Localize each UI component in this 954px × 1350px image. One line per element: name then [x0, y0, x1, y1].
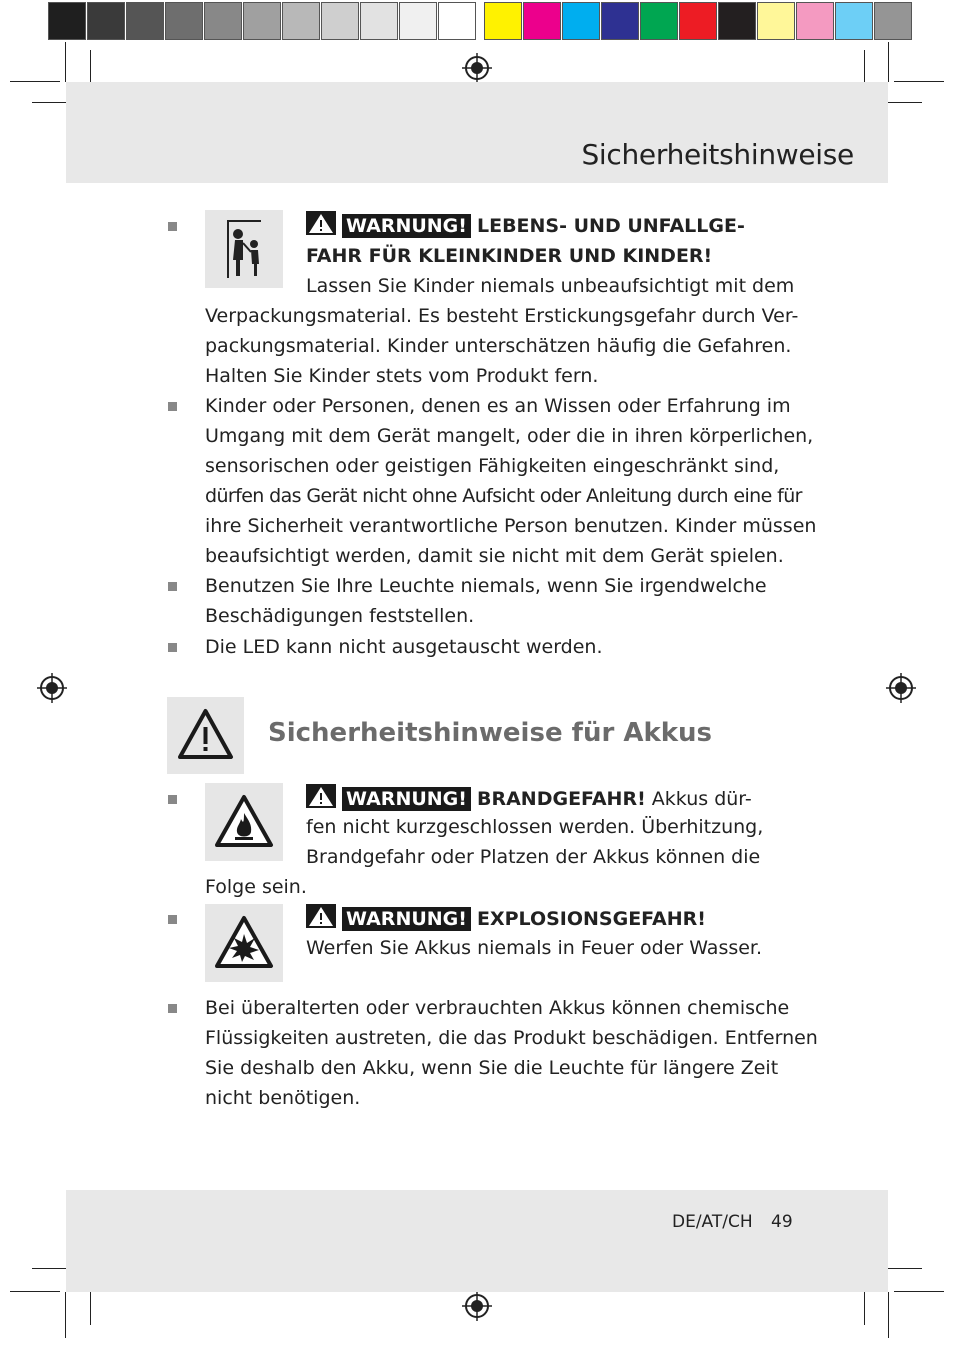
bullet	[168, 402, 177, 411]
registration-mark-icon	[36, 672, 68, 704]
color-swatch	[126, 2, 164, 40]
kids-warning-heading-line-2: FAHR FÜR KLEINKINDER UND KINDER!	[306, 245, 713, 267]
fire-heading: BRANDGEFAHR!	[476, 788, 646, 810]
registration-mark-icon	[461, 52, 493, 84]
color-swatch	[523, 2, 561, 40]
color-swatch	[562, 2, 600, 40]
color-swatch	[243, 2, 281, 40]
text-line: packungsmaterial. Kinder unterschätzen häufig die Gefahren.	[205, 335, 792, 357]
crop-mark	[10, 81, 60, 82]
child-hazard-pictogram-icon	[205, 210, 283, 288]
bullet	[168, 1004, 177, 1013]
text-line: Brandgefahr oder Platzen der Akkus können die	[306, 846, 761, 868]
color-swatch	[484, 2, 522, 40]
color-swatch	[321, 2, 359, 40]
text-line: Flüssigkeiten austreten, die das Produkt beschädigen. Entfernen	[205, 1027, 818, 1049]
text-line: Kinder oder Personen, denen es an Wissen oder Erfahrung im	[205, 395, 791, 417]
explosion-hazard-pictogram-icon	[205, 904, 283, 982]
warning-triangle-icon	[306, 211, 336, 235]
bullet	[168, 582, 177, 591]
bullet	[168, 915, 177, 924]
color-swatch	[679, 2, 717, 40]
registration-mark-icon	[461, 1290, 493, 1322]
text-line: sensorischen oder geistigen Fähigkeiten eingeschränkt sind,	[205, 455, 780, 477]
text-line: beaufsichtigt werden, damit sie nicht mit dem Gerät spielen.	[205, 545, 784, 567]
text-line: Beschädigungen feststellen.	[205, 605, 475, 627]
color-swatch	[48, 2, 86, 40]
fire-inline-text: Akkus dür-	[651, 788, 752, 810]
color-swatch	[165, 2, 203, 40]
color-swatch	[87, 2, 125, 40]
process-color-bar	[484, 2, 913, 40]
bullet	[168, 643, 177, 652]
text-line: Verpackungsmaterial. Es besteht Erstickungsgefahr durch Ver-	[205, 305, 799, 327]
warning-label: WARNUNG!	[342, 214, 471, 238]
page-title: Sicherheitshinweise	[581, 138, 854, 171]
text-line: Umgang mit dem Gerät mangelt, oder die in ihren körperlichen,	[205, 425, 814, 447]
text-line: Halten Sie Kinder stets vom Produkt fern.	[205, 365, 599, 387]
warning-triangle-icon	[306, 784, 336, 808]
crop-mark	[10, 1291, 60, 1292]
color-swatch	[399, 2, 437, 40]
crop-mark	[888, 1292, 889, 1338]
text-line: Benutzen Sie Ihre Leuchte niemals, wenn Sie irgendwelche	[205, 575, 767, 597]
warning-triangle-icon	[167, 697, 244, 774]
color-swatch	[796, 2, 834, 40]
text-line: nicht benötigen.	[205, 1087, 361, 1109]
registration-mark-icon	[885, 672, 917, 704]
text-line: Sie deshalb den Akku, wenn Sie die Leuchte für längere Zeit	[205, 1057, 779, 1079]
color-swatch	[360, 2, 398, 40]
crop-mark	[894, 81, 944, 82]
crop-mark	[65, 42, 66, 82]
explosion-warning-line-1	[306, 904, 706, 934]
text-line: fen nicht kurzgeschlossen werden. Überhitzung,	[306, 816, 764, 838]
bullet	[168, 795, 177, 804]
explosion-heading: EXPLOSIONSGEFAHR!	[476, 908, 706, 930]
text-line: Folge sein.	[205, 876, 307, 898]
color-swatch	[282, 2, 320, 40]
section-heading: Sicherheitshinweise für Akkus	[268, 718, 713, 748]
gray-color-bar	[48, 2, 477, 40]
text-line: Bei überalterten oder verbrauchten Akkus können chemische	[205, 997, 790, 1019]
crop-mark	[894, 1291, 944, 1292]
color-swatch	[438, 2, 476, 40]
page-number: 49	[771, 1212, 793, 1232]
fire-hazard-pictogram-icon	[205, 783, 283, 861]
text-line: Die LED kann nicht ausgetauscht werden.	[205, 636, 603, 658]
color-swatch	[757, 2, 795, 40]
color-swatch	[718, 2, 756, 40]
footer-band	[66, 1190, 888, 1292]
crop-mark	[888, 42, 889, 82]
color-swatch	[874, 2, 912, 40]
fire-warning-line-1	[306, 784, 752, 814]
text-line: Lassen Sie Kinder niemals unbeaufsichtigt mit dem	[306, 275, 795, 297]
color-swatch	[835, 2, 873, 40]
footer-region: DE/AT/CH	[672, 1212, 753, 1232]
bullet	[168, 222, 177, 231]
color-swatch	[601, 2, 639, 40]
crop-mark	[65, 1292, 66, 1338]
kids-heading-text: LEBENS- UND UNFALLGE-	[476, 215, 745, 237]
text-line: dürfen das Gerät nicht ohne Aufsicht oder Anleitung durch eine für	[205, 485, 802, 507]
kids-warning-heading-line-1	[306, 211, 745, 241]
color-swatch	[204, 2, 242, 40]
warning-label: WARNUNG!	[342, 787, 471, 811]
warning-triangle-icon	[306, 904, 336, 928]
text-line: Werfen Sie Akkus niemals in Feuer oder Wasser.	[306, 937, 763, 959]
color-swatch	[640, 2, 678, 40]
text-line: ihre Sicherheit verantwortliche Person benutzen. Kinder müssen	[205, 515, 817, 537]
warning-label: WARNUNG!	[342, 907, 471, 931]
